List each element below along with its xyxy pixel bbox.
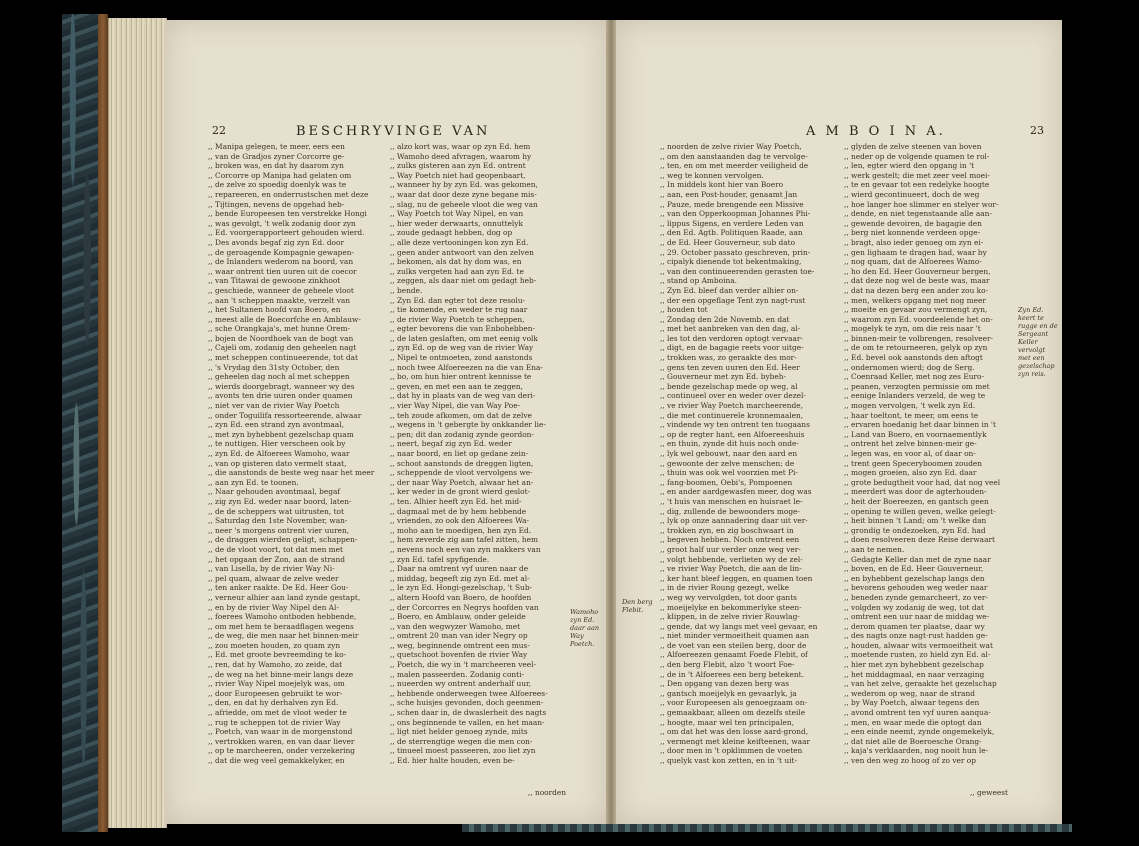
text-line: ,, In middels kont hier van Boero <box>660 180 784 190</box>
text-line: ,, moeite en gevaar zou vermengt zyn, <box>844 305 988 315</box>
text-line: ,, bragt, also ieder genoeg om zyn ei- <box>844 237 984 247</box>
text-line: ,, die met continuerele kronnemaalen, <box>660 410 804 420</box>
text-line: ,, de om te retourneeren, gelyk op zyn <box>844 343 988 353</box>
text-line: ,, avond omtrent ten vyf uuren aanqua- <box>844 708 991 718</box>
text-line: ,, lippus Sigens, en verdere Leden van <box>660 218 804 228</box>
text-line: ,, tinueel moest passeeren, zoo liet zyn <box>390 746 536 756</box>
text-line: ,, Corcorre op Manipa had gelaten om <box>208 170 352 180</box>
text-line: ,, op te marcheeren, onder verzekering <box>208 746 356 756</box>
left-page-number: 22 <box>212 124 226 137</box>
text-line: ,, vermengt met kleine keifteenen, waar <box>660 736 811 746</box>
text-line: ,, ve rivier Way Poetch marcheerende, <box>660 401 803 411</box>
text-line: ,, geen ander antwoort van den zelven <box>390 247 534 257</box>
left-page <box>166 20 606 824</box>
text-line: ,, bojen de Noordhoek van de bogt van <box>208 333 354 343</box>
marbled-cover-bottom <box>462 824 1072 832</box>
right-page <box>616 20 1062 824</box>
right-column-1 <box>660 142 836 766</box>
left-column-1 <box>208 142 380 766</box>
text-line: ,, hebbende onderweegen twee Alfoerees- <box>390 688 548 698</box>
text-line: ,, ho den Ed. Heer Gouverneur bergen, <box>844 266 991 276</box>
text-line: ,, pen; dit dan zodanig zynde geordon- <box>390 429 534 439</box>
text-line: ,, continueel over en weder over dezel- <box>660 391 806 401</box>
text-line: ,, heit der Boereezen, en gantsch geen <box>844 496 989 506</box>
text-line: ,, alzo kort was, waar op zyn Ed. hem <box>390 142 531 151</box>
text-line: ,, Den opgang van dezen berg was <box>660 679 790 689</box>
text-line: ,, Ed. voorgerapporteert gehouden wierd. <box>208 228 365 238</box>
text-line: ,, zou moeten houden, zo quam zyn <box>208 640 341 650</box>
text-line: ,, op de regter hant, een Alfoereeshuis <box>660 429 805 439</box>
text-line: ,, ons beginnende te vallen, en het maan- <box>390 717 545 727</box>
text-line: ,, de voet van een steilen berg, door de <box>660 640 807 650</box>
text-line: ,, afriedde, om met de vloot weder te <box>208 708 347 718</box>
text-line: ,, opening te willen geven, welke gelegt- <box>844 506 996 516</box>
text-line: ,, gewende devoiren, de bagagie den <box>844 218 982 228</box>
text-line: ,, Daar na omtrent vyf uuren naar de <box>390 564 529 574</box>
text-line: ,, geheelen dag noch al met scheppen <box>208 372 350 382</box>
text-line: ,, cipalyk dienende tot bekentmaking, <box>660 257 802 267</box>
text-line: ,, ontrent het zelve binnen-meir ge- <box>844 439 977 449</box>
text-line: ,, zyn Ed. een strand zyn avontmaal, <box>208 420 344 430</box>
text-line: ,, Cajeli om, zodanig den geheelen nagt <box>208 343 357 353</box>
text-line: ,, middag, begeeft zig zyn Ed. met al- <box>390 573 530 583</box>
text-line: ,, en ander aardgewasfen meer, dog was <box>660 487 812 497</box>
text-line: ,, avonts ten drie uuren onder quamen <box>208 391 353 401</box>
text-line: ,, peanen, verzogten permissie om met <box>844 381 990 391</box>
text-line: ,, dat deze nog wel de beste was, maar <box>844 276 990 286</box>
text-line: ,, zyn Ed. op de weg van de rivier Way <box>390 343 534 353</box>
text-line: ,, le zyn Ed. Hongi-gezelschap, 't Sub- <box>390 583 533 593</box>
text-line: ,, om met hem te beraadflagen wegens <box>208 621 354 631</box>
text-line: ,, Tijtingen, nevens de opgehad heb- <box>208 199 345 209</box>
text-line: ,, begeven hebben. Noch ontrent een <box>660 535 800 545</box>
text-line: ,, kaja's verklaarden, nog nooit hun le- <box>844 746 989 756</box>
text-line: ,, volgden wy zodanig de weg, tot dat <box>844 602 984 612</box>
text-line: ,, men, en waar mede die optogt dan <box>844 717 982 727</box>
text-line: ,, de geroagende Kompagnie gewapen- <box>208 247 355 257</box>
text-line: ,, dat na dezen berg een ander zou ko- <box>844 285 989 295</box>
text-line: ,, dende, en niet tegenstaande alle aan- <box>844 209 992 219</box>
text-line: ,, waarom zyn Ed. voordeelende het on- <box>844 314 993 324</box>
text-line: ,, legen was, en voor al, of daar on- <box>844 449 976 458</box>
text-line: ,, met scheppen continueerende, tot dat <box>208 353 359 363</box>
text-line: ,, Way Poetch niet had geopenbaart, <box>390 170 526 180</box>
text-line: ,, niet minder vermoeitheit quamen aan <box>660 631 810 641</box>
text-line: ,, wierd gecontinueert, doch de weg <box>844 189 980 199</box>
left-running-head: BESCHRYVINGE VAN <box>296 124 491 139</box>
text-line: ,, Manipa gelegen, te meer, eers een <box>208 142 345 151</box>
text-line: ,, dagmaal met de by hem hebbende <box>390 506 527 516</box>
text-line: ,, mogen groeien, also zyn Ed. daar <box>844 468 977 478</box>
text-line: ,, geschiede, wanneer de geheele vloot <box>208 285 354 295</box>
text-line: ,, hoe langer hoe slimmer en stelyer wor- <box>844 199 999 209</box>
text-line: ,, houden, alwaar wits vermoeitheit wat <box>844 640 993 650</box>
text-line: ,, en by de rivier Way Nipel den Al- <box>208 602 339 612</box>
text-line: ,, niet ver van de rivier Way Poetch <box>208 401 340 411</box>
text-line: ,, lyk wel gebouwt, naar den aard en <box>660 449 798 458</box>
text-line: ,, eenige Inlanders verzeld, de weg te <box>844 391 986 401</box>
text-line: ,, vindende wy ten ontrent ten tuogaans <box>660 420 810 430</box>
left-catchword: ,, noorden <box>527 788 566 797</box>
text-line: ,, men, welkers opgang met nog meer <box>844 295 986 305</box>
text-line: ,, glyden de zelve steenen van boven <box>844 142 982 151</box>
text-line: ,, Land van Boero, en voornaementlyk <box>844 429 987 439</box>
text-line: ,, ker weder in de gront wierd geslot- <box>390 487 531 497</box>
right-margin-note-left: Den berg Flebit. <box>622 598 653 614</box>
text-line: ,, derom quamen ter plaatse, daar wy <box>844 621 985 631</box>
text-line: ,, sche Orangkaja's, met hunne Orem- <box>208 324 350 334</box>
text-line: ,, aan, een Post-houder, genaamt Jan <box>660 189 798 199</box>
text-line: ,, van het zelve, geraakte het gezelschap <box>844 679 997 689</box>
text-line: ,, weg wy vervolgden, tot door gants <box>660 592 797 602</box>
text-line: ,, repareeren, en onderrustschen met deze <box>208 189 369 199</box>
text-line: ,, bende gezelschap mede op weg, al <box>660 381 798 391</box>
text-line: ,, der naar Way Poetch, alwaar het an- <box>390 477 534 487</box>
text-line: ,, wierds doorgebragt, wanneer wy des <box>208 381 355 391</box>
text-line: ,, aan 't scheppen maakte, verzelt van <box>208 295 351 305</box>
text-line: ,, aan zyn Ed. te toonen. <box>208 477 299 487</box>
right-page-number: 23 <box>1030 124 1044 137</box>
left-column-2 <box>390 142 566 766</box>
text-line: ,, met zyn byhebbent gezelschap quam <box>208 429 354 439</box>
text-line: ,, Nipel te ontmoeten, zond aanstonds <box>390 353 533 363</box>
text-line: ,, scheppende de vloot vervolgens we- <box>390 468 533 478</box>
text-line: ,, hier met zyn byhebbent gezelschap <box>844 660 984 670</box>
text-line: ,, den Ed. Agtb. Politiquen Raade, aan <box>660 228 803 238</box>
text-line: ,, der een opgeflage Tent zyn nagt-rust <box>660 295 806 305</box>
text-line: ,, boven, en de Ed. Heer Gouverneur, <box>844 564 984 574</box>
text-line: ,, bo, om hun hier ontrent kennisse te <box>390 372 532 382</box>
text-line: ,, les tot den verdoren optogt vervaar- <box>660 333 803 343</box>
text-line: ,, rivier Way Nipel moejelyk was, om <box>208 679 345 689</box>
text-line: ,, dat die weg veel gemakkelyker, en <box>208 756 345 765</box>
page-edges <box>108 18 167 828</box>
text-line: ,, klippen, in de zelve rivier Rouwlag- <box>660 612 800 622</box>
book-gutter <box>606 20 616 824</box>
text-line: ,, len, egter wierd den opgang in 't <box>844 161 975 171</box>
text-line: ,, zulks gisteren aan zyn Ed. ontrent <box>390 161 526 171</box>
text-line: ,, Zyn Ed. dan egter tot deze resolu- <box>390 295 526 305</box>
text-line: ,, door men in 't opklimmen de voeten <box>660 746 803 756</box>
text-line: ,, werk gestelt; die met zeer veel moei- <box>844 170 990 180</box>
text-line: ,, grondig te ondezoeken, zyn Ed. had <box>844 525 986 535</box>
text-line: ,, geven, en met een aan te zeggen, <box>390 381 524 391</box>
text-line: ,, de in 't Alfoerees een berg betekent. <box>660 669 804 679</box>
text-line: ,, met het aanbreken van den dag, al- <box>660 324 801 334</box>
text-line: ,, Poetch, die wy in 't marcheeren veel- <box>390 660 536 670</box>
text-line: ,, meest alle de Boecorfche en Amblauw- <box>208 314 361 324</box>
text-line: ,, groot half uur verder onze weg ver- <box>660 544 801 554</box>
text-line: ,, Poetch, van waar in de morgenstond <box>208 727 353 737</box>
text-line: ,, van den continueerenden gerasten toe- <box>660 266 815 276</box>
text-line: ,, aan te nemen. <box>844 544 905 554</box>
marbled-cover <box>62 14 100 832</box>
text-line: ,, noorden de zelve rivier Way Poetch, <box>660 142 802 151</box>
text-line: ,, Gedagte Keller dan met de zyne naar <box>844 554 991 564</box>
text-line: ,, een einde neemt, zynde ongemekelyk, <box>844 727 995 737</box>
text-line: ,, ondernomen wierd; dog de Serg. <box>844 362 975 372</box>
text-line: ,, Ed. bevel ook aanstonds den aftogt <box>844 353 983 363</box>
text-line: ,, bekomen, als dat hy dom was, en <box>390 257 522 267</box>
text-line: ,, stand op Amboina. <box>660 276 737 286</box>
right-running-head: A M B O I N A. <box>806 124 946 139</box>
left-margin-note: Wamoho zyn Ed. daar aan Way Poetch. <box>570 608 600 648</box>
text-line: ,, den, en dat hy derhalven zyn Ed. <box>208 698 339 708</box>
text-line: ,, binnen-meir te volbrengen, resolveer- <box>844 333 994 343</box>
text-line: ,, zig zyn Ed. weder naar boord, laten- <box>208 496 352 506</box>
text-line: ,, vrienden, zo ook den Alfoerees Wa- <box>390 516 529 526</box>
text-line: ,, waar ontrent tien uuren uit de coecor <box>208 266 357 276</box>
text-line: ,, en thuin, zynde dit huis noch onde- <box>660 439 799 449</box>
text-line: ,, onder Toguilifa ressorteerende, alwaar <box>208 410 362 420</box>
text-line: ,, der Corcorres en Negrys hoofden van <box>390 602 539 612</box>
text-line: ,, trokken was, zo geraakte des mor- <box>660 353 797 363</box>
text-line: ,, zeggen, als daar niet om gedagt heb- <box>390 276 537 286</box>
text-line: ,, van den wegwyzer Wamoho, met <box>390 621 521 631</box>
text-line: ,, quelyk vast kon zetten, en in 't uit- <box>660 756 797 765</box>
book-spread <box>62 14 1072 832</box>
text-line: ,, het middagmaal, en naar verzaging <box>844 669 985 679</box>
leather-spine <box>98 14 108 832</box>
text-line: ,, bevorens gehouden weg weder naar <box>844 583 988 593</box>
text-line: ,, lyk op onze aannadering daar uit ver- <box>660 516 808 526</box>
right-column-2 <box>844 142 1014 766</box>
text-line: ,, Zyn Ed. bleef dan verder alhier on- <box>660 285 799 295</box>
text-line: ,, Pauze, mede brengende een Missive <box>660 199 804 209</box>
text-line: ,, fang-boomen, Oebi's, Pompoenen <box>660 477 793 487</box>
text-line: ,, slag, nu de geheele vloot die weg van <box>390 199 538 209</box>
text-line: ,, te en gevaar tot een redelyke hoogte <box>844 180 990 190</box>
text-line: ,, 't huis van menschen en huisraet le- <box>660 496 803 506</box>
text-line: ,, ve rivier Way Poetch, die aan de lin- <box>660 564 802 574</box>
text-line: ,, grote bedugtheit voor had, dat nog veel <box>844 477 1001 487</box>
text-line: ,, dig, zullende de bewoonders moge- <box>660 506 800 516</box>
text-line: ,, thuin was ook wel voorzien met Pi- <box>660 468 798 478</box>
text-line: ,, digt, en de bagagie reets voor uitge- <box>660 343 804 353</box>
text-line: ,, dat hy in plaats van de weg van deri- <box>390 391 536 401</box>
text-line: ,, de weg na het binne-meir langs deze <box>208 669 354 679</box>
text-line: ,, gen lighaam te dragen had, waar by <box>844 247 987 257</box>
text-line: ,, van den Opperkoopman Johannes Phi- <box>660 209 811 219</box>
right-margin-note-right: Zyn Ed. keert te rugge en de Sergeant Keller vervolgt met een gezelschap zyn reis. <box>1018 306 1058 378</box>
text-line: ,, moetende rusten, zo hield zyn Ed. al- <box>844 650 991 660</box>
text-line: ,, schoot aanstonds de dreggen ligten, <box>390 458 534 468</box>
text-line: ,, 's Vrydag den 31sty October, den <box>208 362 340 372</box>
text-line: ,, foerees Wamoho ontboden hebbende, <box>208 612 357 622</box>
text-line: ,, om dat het was den losse aard-grond, <box>660 727 809 737</box>
text-line: ,, de Inlanders wederom na boord, van <box>208 257 354 267</box>
text-line: ,, 29. October passato geschreven, prin- <box>660 247 811 257</box>
text-line: ,, noch twee Alfoereezen na die van Ena- <box>390 362 543 372</box>
text-line: ,, de rivier Way Poetch te scheppen, <box>390 314 525 324</box>
text-line: ,, rug te scheppen tot de rivier Way <box>208 717 341 727</box>
text-line: ,, de weg, die men naar het binnen-meir <box>208 631 359 641</box>
text-line: ,, vier Way Nipel, die van Way Poe- <box>390 401 521 411</box>
text-line: ,, tie komende, en weder te rug naar <box>390 305 528 315</box>
text-line: ,, teh zoude afkomen, om dat de zelve <box>390 410 532 420</box>
text-line: ,, volgt hebbende, verlieten wy de zel- <box>660 554 803 564</box>
text-line: ,, alle deze vertooningen kon zyn Ed. <box>390 237 529 247</box>
right-catchword: ,, geweest <box>970 788 1008 797</box>
text-line: ,, nog quam, dat de Alfoerees Wamo- <box>844 257 982 267</box>
text-line: ,, zyn Ed. tafel spyfigende. <box>390 554 490 564</box>
text-line: ,, nueerden wy ontrent anderhalf uur, <box>390 679 532 689</box>
text-line: ,, te nuttigen. Hier verscheen ook by <box>208 439 346 449</box>
text-line: ,, ten. Alhier heeft zyn Ed. het mid- <box>390 496 522 506</box>
text-line: ,, van Titawai de gewoone zinkhoot <box>208 276 341 286</box>
text-line: ,, bende Europeesen ten verstrekke Hongi <box>208 209 367 219</box>
text-line: ,, ten anker raakte. De Ed. Heer Gou- <box>208 583 349 593</box>
text-line: ,, berg niet konnende verdeen opge- <box>844 228 981 238</box>
text-line: ,, hoogte, maar wel ten principalen, <box>660 717 794 727</box>
text-line: ,, Ed. met groote bevreemding te ko- <box>208 650 347 660</box>
text-line: ,, wanneer hy by zyn Ed. was gekomen, <box>390 180 538 190</box>
text-line: ,, mogelyk te zyn, om die reis naar 't <box>844 324 981 334</box>
text-line: ,, gewoonte der zelve menschen; de <box>660 458 795 468</box>
text-line: ,, Saturdag den 1ste November, wan- <box>208 516 348 526</box>
text-line: ,, den berg Flebit, alzo 't woort Foe- <box>660 660 795 670</box>
text-line: ,, hem zeverde zig aan tafel zitten, hem <box>390 535 538 545</box>
text-line: ,, door Europeesen gebruikt te wor- <box>208 688 343 698</box>
text-line: ,, de sterrengtige wegen die men con- <box>390 736 533 746</box>
text-line: ,, Way Poetch tot Way Nipel, en van <box>390 209 524 219</box>
text-line: ,, ten, en om met meerder veiligheid de <box>660 161 809 171</box>
text-line: ,, neder op de volgende quamen te rol- <box>844 151 990 161</box>
text-line: ,, dat niet alle de Boeroesche Orang- <box>844 736 982 746</box>
text-line: ,, zoude gedaagt hebben, dog op <box>390 228 513 238</box>
text-line: ,, altern Hoofd van Boero, de hoofden <box>390 592 532 602</box>
text-line: ,, meerdert was door de agterhouden- <box>844 487 987 497</box>
text-line: ,, nevens noch een van zyn makkers van <box>390 544 541 554</box>
text-line: ,, de zelve zo spoedig doenlyk was te <box>208 180 347 190</box>
text-line: ,, naar boord, en liet op gedane zein- <box>390 449 529 458</box>
text-line: ,, omtrent 20 man van ider Negry op <box>390 631 528 641</box>
text-line: ,, Coenraad Keller, met nog zes Euro- <box>844 372 984 382</box>
text-line: ,, doen resolveeren deze Reise derwaart <box>844 535 995 545</box>
text-line: ,, ven den weg zo hoog of zo ver op <box>844 756 976 765</box>
text-line: ,, en byhebbent gezelschap langs den <box>844 573 985 583</box>
text-line: ,, Gouverneur met zyn Ed. bybeh- <box>660 372 786 382</box>
text-line: ,, neer 's morgens ontrent vier uuren, <box>208 525 350 535</box>
text-line: ,, de de scheppers wat uitrusten, tot <box>208 506 344 516</box>
text-line: ,, Wamoho deed afvragen, waarom hy <box>390 151 532 161</box>
text-line: ,, in de rivier Roung gezegt, welke <box>660 583 789 593</box>
text-line: ,, wederom op weg, naar de strand <box>844 688 975 698</box>
text-line: ,, moeijelyke en bekommerlyke steen- <box>660 602 802 612</box>
text-line: ,, van op gisteren dato vermelt staat, <box>208 458 347 468</box>
text-line: ,, vertrokken waren, en van daar liever <box>208 736 355 746</box>
text-line: ,, waar dat door deze zyne begane mis- <box>390 189 537 199</box>
text-line: ,, des nagts onze nagt-rust hadden ge- <box>844 631 988 641</box>
text-line: ,, mogen vervolgen, 't welk zyn Ed. <box>844 401 976 411</box>
text-line: ,, neert, begaf zig zyn Ed. weder <box>390 439 512 449</box>
text-line: ,, omtrent een uur naar de middag we- <box>844 612 990 622</box>
text-line: ,, malen passeerden. Zodanig conti- <box>390 669 524 679</box>
text-line: ,, trent geen Speceryboomen zouden <box>844 458 983 468</box>
text-line: ,, het opgaan der Zon, aan de strand <box>208 554 345 564</box>
text-line: ,, Naar gehouden avontmaal, begaf <box>208 487 341 497</box>
text-line: ,, bende. <box>390 285 423 295</box>
text-line: ,, gantsch moeijelyk en gevaarlyk, ja <box>660 688 797 698</box>
text-line: ,, by Way Poetch, alwaar tegens den <box>844 698 980 708</box>
text-line: ,, Boero, en Amblauw, onder geleide <box>390 612 526 622</box>
text-line: ,, zulks vergeten had aan zyn Ed. te <box>390 266 524 276</box>
text-line: ,, van Lisella, by de rivier Way Ni- <box>208 564 335 574</box>
text-line: ,, Alfoereezen genaamt Foede Flebit, of <box>660 650 808 660</box>
text-line: ,, wegens in 't gebergte by onkkander lie- <box>390 420 546 430</box>
text-line: ,, ervaren hoedanig het daar binnen in 't <box>844 420 996 430</box>
text-line: ,, weg te konnen vervolgen. <box>660 170 764 180</box>
text-line: ,, zyn Ed. de Alfoerees Wamoho, waar <box>208 449 350 458</box>
text-line: ,, weg, beginnende omtrent een mus- <box>390 640 530 650</box>
text-line: ,, trokken zyn, en zig boschwaart in <box>660 525 794 535</box>
text-line: ,, gende, dat wy langs met veel gevaar, en <box>660 621 818 631</box>
text-line: ,, moho aan te moedigen, hen zyn Ed. <box>390 525 532 535</box>
text-line: ,, haar toeltont, te meer, om eens te <box>844 410 979 420</box>
text-line: ,, pel quam, alwaar de zelve weder <box>208 573 339 583</box>
text-line: ,, gens ten zeven uuren den Ed. Heer <box>660 362 800 372</box>
text-line: ,, om den aanstaanden dag te vervolge- <box>660 151 808 161</box>
text-line: ,, Zondag den 2de Novemb. en dat <box>660 314 790 324</box>
text-line: ,, was gevolgt, 't welk zodanig door zyn <box>208 218 356 228</box>
text-line: ,, de draggen wierden geligt, schappen- <box>208 535 358 545</box>
text-line: ,, egter bevorens die van Enbohebben- <box>390 324 535 334</box>
text-line: ,, quetschoot bovenfen de rivier Way <box>390 650 528 660</box>
text-line: ,, gemaakbaar, alleen om dezelfs steile <box>660 708 806 718</box>
text-line: ,, Ed. hier halte houden, even be- <box>390 756 515 765</box>
text-line: ,, de Ed. Heer Gouverneur, sub dato <box>660 237 796 247</box>
text-line: ,, ligt niet helder genoeg zynde, mits <box>390 727 528 737</box>
text-line: ,, hier weder derwaarts, onnuttelyk <box>390 218 523 228</box>
text-line: ,, die aanstonds de beste weg naar het meer <box>208 468 375 478</box>
text-line: ,, houden tot <box>660 305 708 315</box>
text-line: ,, van de Gradjos zyner Corcorre ge- <box>208 151 345 161</box>
text-line: ,, broken was, en dat hy daarom zyn <box>208 161 344 171</box>
text-line: ,, beneden zynde gemarcheert, zo ver- <box>844 592 988 602</box>
text-line: ,, heit binnen 't Land; om 't welke dan <box>844 516 987 526</box>
text-line: ,, schen daar in, de dwaslerheit des nagts <box>390 708 547 718</box>
text-line: ,, ren, dat hy Wamoho, zo zeide, dat <box>208 660 343 670</box>
text-line: ,, sche huisjes gevonden, doch geenmen- <box>390 698 544 708</box>
text-line: ,, het Sultanen hoofd van Boero, en <box>208 305 341 315</box>
text-line: ,, voor Europeesen als genoegzaam on- <box>660 698 807 708</box>
text-line: ,, de laten geslaften, om met eenig volk <box>390 333 538 343</box>
text-line: ,, ker hant bleef leggen, en quamen toen <box>660 573 813 583</box>
text-line: ,, verneur alhier aan land zynde gestapt, <box>208 592 361 602</box>
text-line: ,, de de vloot voort, tot dat men met <box>208 544 344 554</box>
text-line: ,, Des avonds begaf zig zyn Ed. door <box>208 237 344 247</box>
